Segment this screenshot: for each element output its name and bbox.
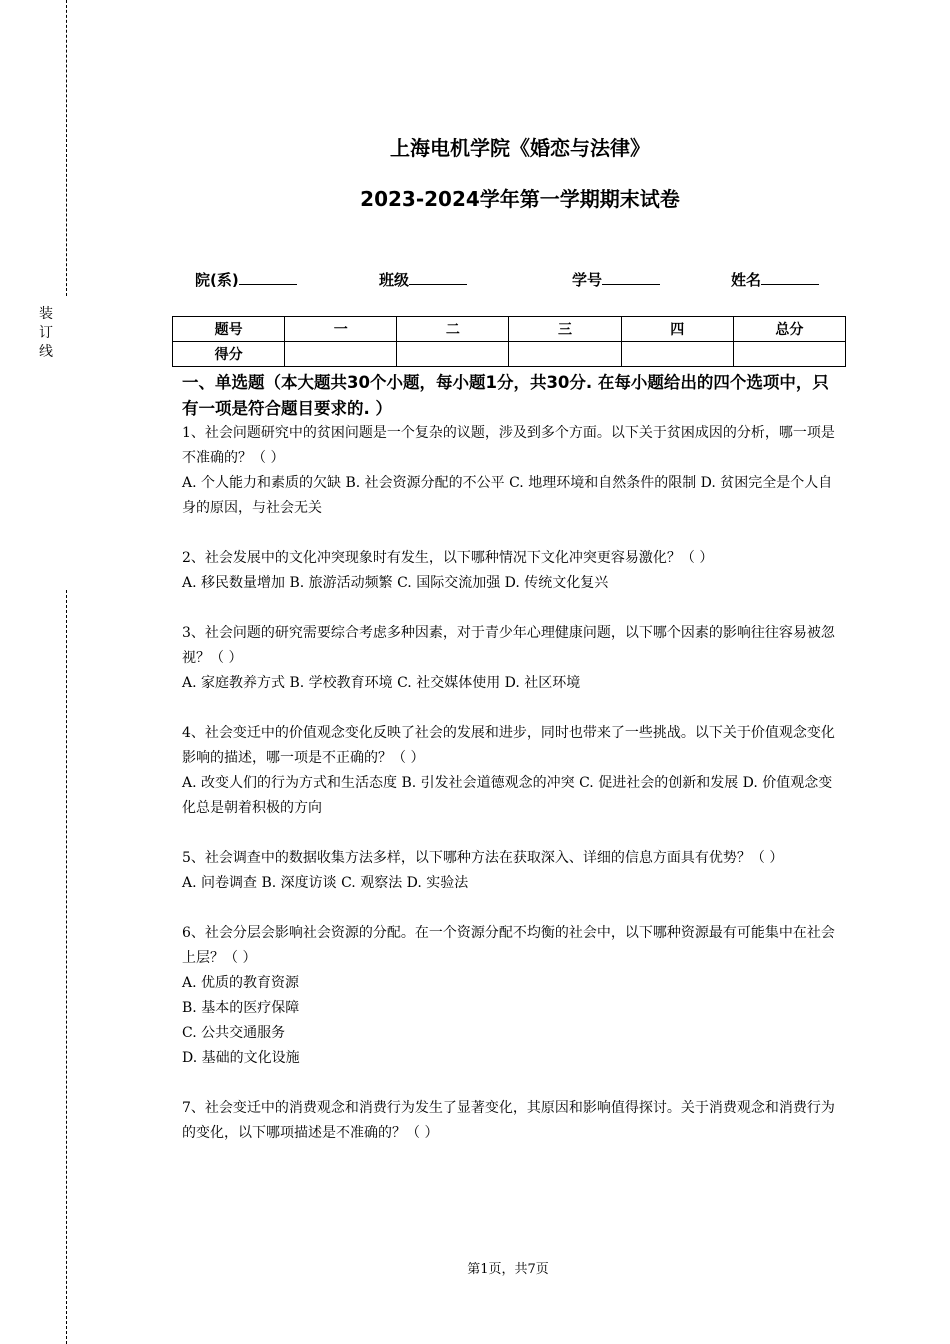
question-stem: 2、社会发展中的文化冲突现象时有发生，以下哪种情况下文化冲突更容易激化？（ ）	[182, 550, 714, 566]
question-item	[182, 846, 842, 896]
question-item	[182, 921, 842, 1071]
score-table-cell: 总分	[733, 317, 845, 342]
binding-char: 装	[39, 306, 53, 322]
score-table	[172, 316, 846, 367]
score-cell[interactable]	[285, 342, 397, 367]
exam-title-term: 2023-2024学年第一学期期末试卷	[360, 187, 680, 211]
exam-title-course: 上海电机学院《婚恋与法律》	[390, 136, 650, 160]
question-option: C. 公共交通服务	[182, 1025, 286, 1041]
department-blank[interactable]	[239, 269, 297, 285]
question-option: B. 基本的医疗保障	[182, 1000, 300, 1016]
question-options: A. 家庭教养方式 B. 学校教育环境 C. 社交媒体使用 D. 社区环境	[182, 675, 581, 691]
class-field[interactable]	[379, 269, 467, 290]
question-list	[182, 421, 842, 1171]
question-item	[182, 421, 842, 521]
question-item	[182, 1096, 842, 1146]
question-options: A. 问卷调查 B. 深度访谈 C. 观察法 D. 实验法	[182, 875, 469, 891]
question-stem: 5、社会调查中的数据收集方法多样，以下哪种方法在获取深入、详细的信息方面具有优势？（ ）	[182, 850, 784, 866]
department-label: 院(系)	[195, 271, 239, 289]
score-cell[interactable]	[733, 342, 845, 367]
student-id-blank[interactable]	[602, 269, 660, 285]
score-table-cell: 得分	[173, 342, 285, 367]
name-blank[interactable]	[761, 269, 819, 285]
section-heading: 一、单选题（本大题共30个小题，每小题1分，共30分. 在每小题给出的四个选项中，只有一项是符合题目要求的. ）	[182, 373, 829, 418]
question-options: A. 个人能力和素质的欠缺 B. 社会资源分配的不公平 C. 地理环境和自然条件的限制 D. 贫困完全是个人自身的原因，与社会无关	[182, 475, 833, 516]
question-item	[182, 721, 842, 821]
student-id-label: 学号	[572, 271, 603, 289]
score-cell[interactable]	[621, 342, 733, 367]
binding-char: 订	[39, 325, 53, 341]
department-field[interactable]	[195, 269, 297, 290]
binding-label	[38, 305, 54, 362]
score-table-cell: 四	[621, 317, 733, 342]
name-field[interactable]	[731, 269, 819, 290]
question-stem: 6、社会分层会影响社会资源的分配。在一个资源分配不均衡的社会中，以下哪种资源最有可能集中在社会上层？（ ）	[182, 925, 835, 966]
binding-dashed-line-bottom	[66, 590, 67, 1344]
binding-char: 线	[39, 344, 53, 360]
question-stem: 7、社会变迁中的消费观念和消费行为发生了显著变化，其原因和影响值得探讨。关于消费观念和消费行为的变化，以下哪项描述是不准确的？（ ）	[182, 1100, 835, 1141]
score-table-cell: 题号	[173, 317, 285, 342]
question-stem: 4、社会变迁中的价值观念变化反映了社会的发展和进步，同时也带来了一些挑战。以下关于价值观念变化影响的描述，哪一项是不正确的？（ ）	[182, 725, 835, 766]
student-info-row	[0, 269, 950, 291]
score-cell[interactable]	[509, 342, 621, 367]
question-option: D. 基础的文化设施	[182, 1050, 300, 1066]
question-option: A. 优质的教育资源	[182, 975, 300, 991]
question-options: A. 移民数量增加 B. 旅游活动频繁 C. 国际交流加强 D. 传统文化复兴	[182, 575, 609, 591]
page-number: 第1页，共7页	[467, 1262, 549, 1277]
score-table-cell: 三	[509, 317, 621, 342]
score-table-cell: 一	[285, 317, 397, 342]
question-item	[182, 621, 842, 696]
score-table-header-row	[173, 317, 846, 342]
score-cell[interactable]	[397, 342, 509, 367]
score-table-score-row	[173, 342, 846, 367]
class-blank[interactable]	[409, 269, 467, 285]
name-label: 姓名	[731, 271, 762, 289]
question-stem: 1、社会问题研究中的贫困问题是一个复杂的议题，涉及到多个方面。以下关于贫困成因的分析，哪一项是不准确的？（ ）	[182, 425, 835, 466]
question-item	[182, 546, 842, 596]
class-label: 班级	[379, 271, 410, 289]
question-options: A. 改变人们的行为方式和生活态度 B. 引发社会道德观念的冲突 C. 促进社会的创新和发展 D. 价值观念变化总是朝着积极的方向	[182, 775, 833, 816]
student-id-field[interactable]	[572, 269, 660, 290]
question-stem: 3、社会问题的研究需要综合考虑多种因素，对于青少年心理健康问题，以下哪个因素的影响往往容易被忽视？（ ）	[182, 625, 835, 666]
score-table-cell: 二	[397, 317, 509, 342]
